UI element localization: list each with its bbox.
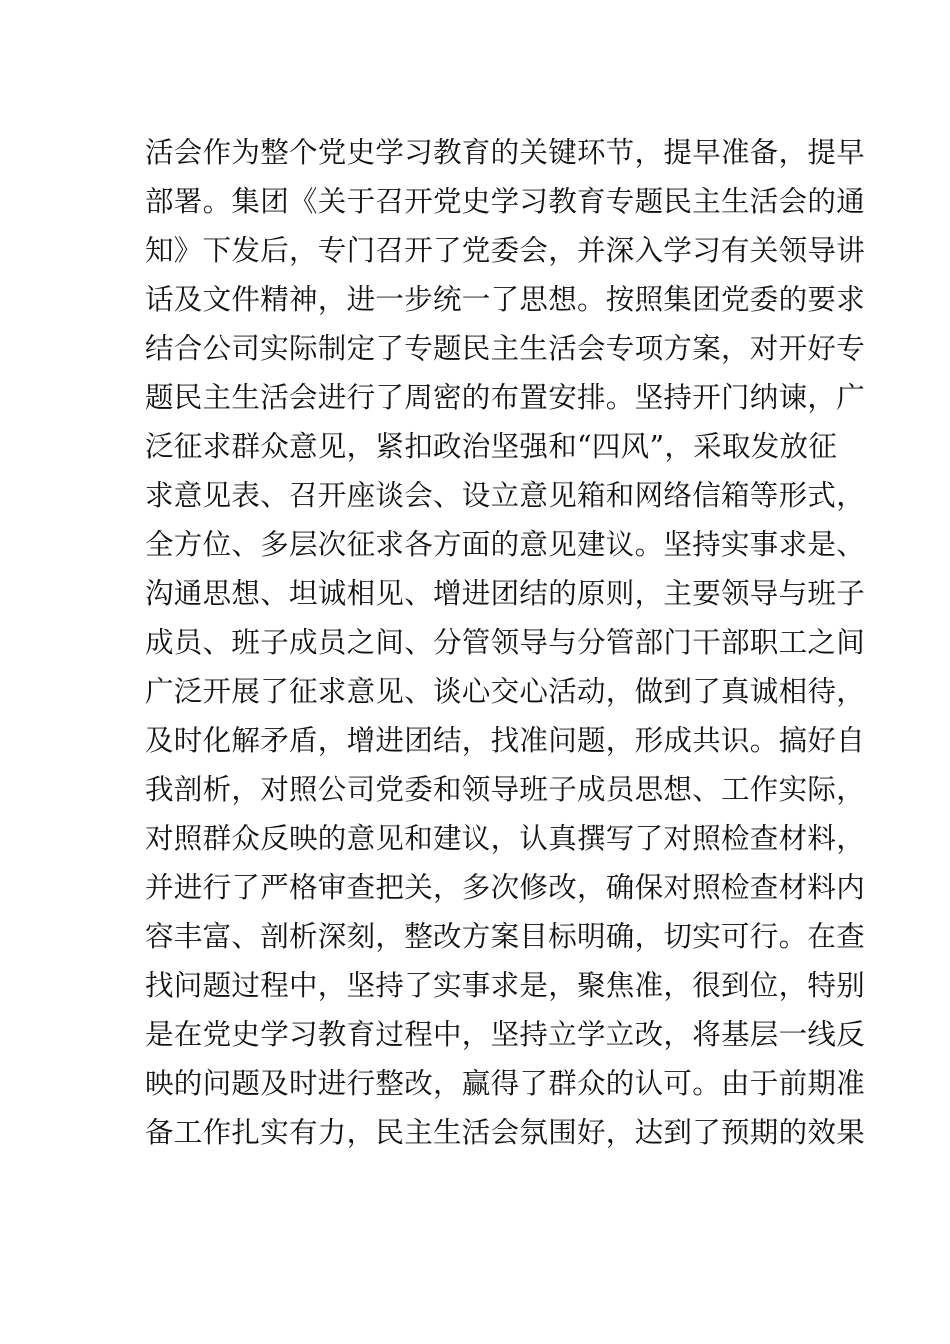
text-line: 是在党史学习教育过程中，坚持立学立改，将基层一线反 xyxy=(145,1018,866,1051)
text-line: 部署。集团《关于召开党史学习教育专题民主生活会的通 xyxy=(145,185,866,218)
text-line: 映的问题及时进行整改，赢得了群众的认可。由于前期准 xyxy=(145,1067,866,1100)
text-line: 对照群众反映的意见和建议，认真撰写了对照检查材料， xyxy=(145,822,866,855)
text-line: 备工作扎实有力，民主生活会氛围好，达到了预期的效果 xyxy=(145,1116,866,1149)
text-line: 题民主生活会进行了周密的布置安排。坚持开门纳谏，广 xyxy=(145,381,866,414)
text-line: 求意见表、召开座谈会、设立意见箱和网络信箱等形式， xyxy=(145,479,866,512)
text-line: 活会作为整个党史学习教育的关键环节，提早准备，提早 xyxy=(145,136,866,169)
text-line: 及时化解矛盾，增进团结，找准问题，形成共识。搞好自 xyxy=(145,724,866,757)
text-line: 找问题过程中，坚持了实事求是，聚焦准，很到位，特别 xyxy=(145,969,866,1002)
text-line: 并进行了严格审查把关，多次修改，确保对照检查材料内 xyxy=(145,871,866,904)
text-line: 全方位、多层次征求各方面的意见建议。坚持实事求是、 xyxy=(145,528,866,561)
text-line: 广泛开展了征求意见、谈心交心活动，做到了真诚相待， xyxy=(145,675,866,708)
text-line: 知》下发后，专门召开了党委会，并深入学习有关领导讲 xyxy=(145,234,866,267)
text-line: 我剖析，对照公司党委和领导班子成员思想、工作实际， xyxy=(145,773,866,806)
text-line: 话及文件精神，进一步统一了思想。按照集团党委的要求 xyxy=(145,283,866,316)
text-line: 泛征求群众意见，紧扣政治坚强和“四风”，采取发放征 xyxy=(145,430,838,463)
text-line: 成员、班子成员之间、分管领导与分管部门干部职工之间 xyxy=(145,626,866,659)
body-paragraph xyxy=(145,128,866,1157)
text-line: 结合公司实际制定了专题民主生活会专项方案，对开好专 xyxy=(145,332,866,365)
text-line: 沟通思想、坦诚相见、增进团结的原则，主要领导与班子 xyxy=(145,577,866,610)
text-line: 容丰富、剖析深刻，整改方案目标明确，切实可行。在查 xyxy=(145,920,866,953)
